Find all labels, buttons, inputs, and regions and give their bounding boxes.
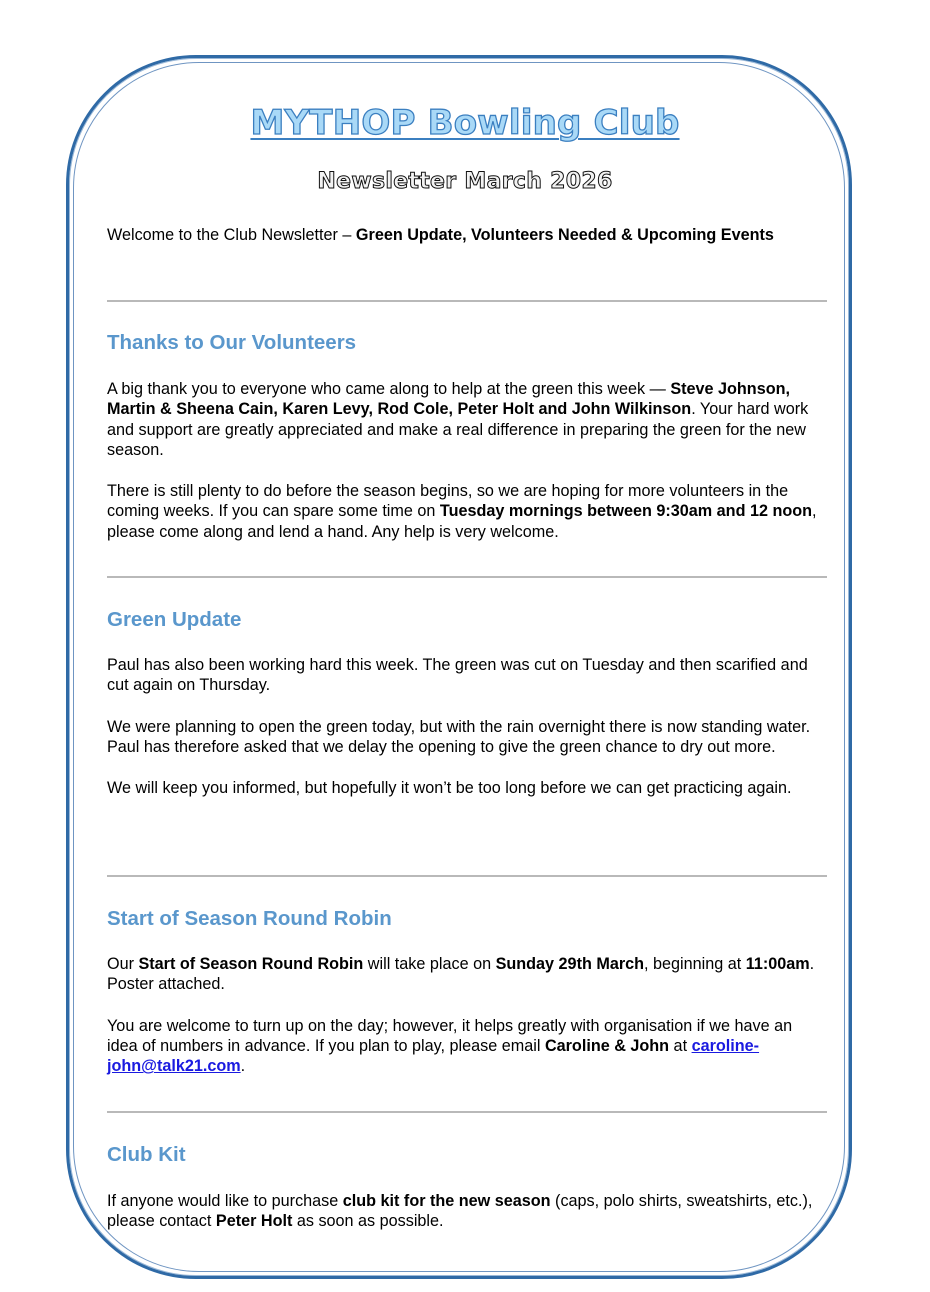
round-robin-paragraph-2: You are welcome to turn up on the day; however, it helps greatly with organisation if we have an idea of numbers in advance. If you plan to play, please email Caroline & John at caroline-john@talk21.com. [107,1016,793,1076]
section-heading-club-kit: Club Kit [107,1143,186,1166]
club-kit-paragraph: If anyone would like to purchase club kit for the new season (caps, polo shirts, sweatshirts, etc.), please contact Peter Holt as soon as possible. [107,1192,813,1231]
section-heading-green-update: Green Update [107,608,242,631]
volunteers-paragraph-2: There is still plenty to do before the season begins, so we are hoping for more volunteers in the coming weeks. If you can spare some time on Tuesday mornings between 9:30am and 12 noon, please come along and lend a hand. Any help is very welcome. [107,482,817,541]
club-title: MYTHOP Bowling Club [250,103,680,143]
section-heading-volunteers: Thanks to Our Volunteers [107,331,357,354]
volunteers-section [107,379,827,542]
newsletter-title: Newsletter March 2026 [317,169,613,194]
divider [107,1111,827,1113]
divider [107,576,827,578]
club-kit-section [107,1191,827,1232]
green-paragraph-1: Paul has also been working hard this week. The green was cut on Tuesday and then scarified and cut again on Thursday. [107,656,808,695]
round-robin-paragraph-1: Our Start of Season Round Robin will take place on Sunday 29th March, beginning at 11:00am. Poster attached. [107,955,815,994]
divider [107,300,827,302]
volunteers-paragraph-1: A big thank you to everyone who came along to help at the green this week — Steve Johnson, Martin & Sheena Cain, Karen Levy, Rod Cole, Peter Holt and John Wilkinson. Your hard work and support are greatly appreciated and make a real difference in preparing the green for the new season. [107,380,809,459]
round-robin-section [107,954,827,1076]
green-paragraph-2: We were planning to open the green today, but with the rain overnight there is now standing water. Paul has therefore asked that we delay the opening to give the green chance to dry out more. [107,717,811,756]
intro-text: Welcome to the Club Newsletter – Green Update, Volunteers Needed & Upcoming Events [107,226,774,244]
intro [107,225,827,245]
section-heading-round-robin: Start of Season Round Robin [107,907,392,930]
green-paragraph-3: We will keep you informed, but hopefully it won’t be too long before we can get practicing again. [107,779,792,798]
green-section [107,655,827,798]
email-link[interactable]: caroline-john@talk21.com [107,1036,760,1076]
divider [107,875,827,877]
